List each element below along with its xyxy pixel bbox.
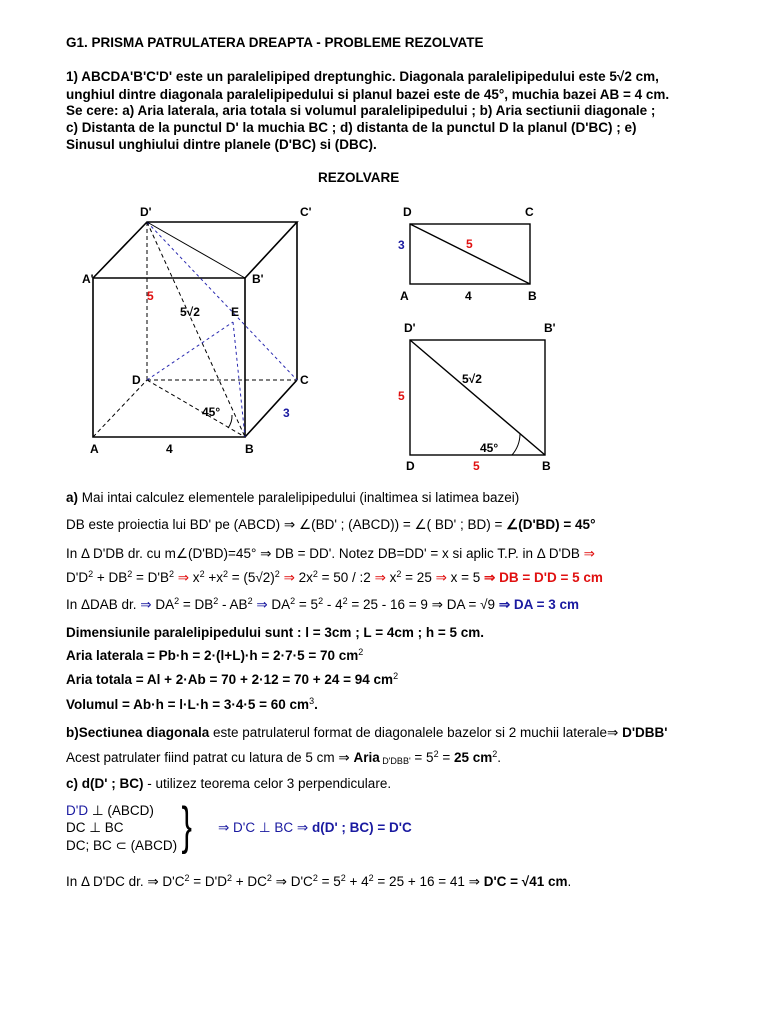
text-segment: Aria totala = Al + 2·Ab = 70 + 2·12 = 70 + 24 = 94 cm <box>66 672 394 687</box>
text-segment: Aria <box>353 750 380 765</box>
rect-label-diag: 5 <box>466 237 473 251</box>
square-label-angle: 45° <box>480 441 499 455</box>
solution-line <box>66 697 318 712</box>
text-segment: este patrulaterul format de diagonalele bazelor si 2 muchii laterale⇒ <box>209 725 623 740</box>
text-segment: Volumul = Ab·h = l·L·h = 3·4·5 = 60 cm <box>66 697 310 712</box>
text-segment: = <box>438 750 454 765</box>
text-segment: 2 <box>227 873 233 883</box>
text-segment: 25 cm <box>453 750 493 765</box>
text-segment: 2 <box>168 569 174 579</box>
text-segment: ⇒ <box>374 570 386 585</box>
text-segment: c) d(D' ; BC) <box>66 776 144 791</box>
text-segment: 2 <box>174 596 180 606</box>
text-segment: . <box>314 697 318 712</box>
section-heading: REZOLVARE <box>318 170 400 185</box>
text-segment: 2 <box>274 569 280 579</box>
label-bc: 3 <box>283 406 290 420</box>
text-segment: ⊥ (ABCD) <box>88 803 154 818</box>
text-segment: +x <box>204 570 223 585</box>
rect-label-A: A <box>400 289 409 303</box>
square-label-side: 5 <box>398 389 405 403</box>
text-segment: = 25 + 16 = 41 ⇒ <box>373 874 484 889</box>
square-label-D: D <box>406 459 415 473</box>
text-segment: ⇒ <box>173 570 190 585</box>
text-segment: + DB <box>93 570 128 585</box>
text-segment: 2 <box>266 873 272 883</box>
text-segment: Mai intai calculez elementele paralelipipedului (inaltimea si latimea bazei) <box>78 490 520 505</box>
text-segment: 2 <box>184 873 190 883</box>
text-segment: = DB <box>179 597 214 612</box>
label-B: B <box>245 442 254 456</box>
text-segment: D'D <box>66 803 89 818</box>
text-segment: ⇒ <box>140 597 152 612</box>
text-segment: DA <box>151 597 175 612</box>
problem-line-3: Se cere: a) Aria laterala, aria totala si volumul paralelipipedului ; b) Aria sectiunii diagonale ; <box>66 103 656 118</box>
prism-diagram <box>93 222 297 437</box>
text-segment: ⇒ <box>279 570 295 585</box>
text-segment: = 25 <box>401 570 436 585</box>
text-segment: 2 <box>222 569 228 579</box>
text-segment: ⇒ <box>252 597 268 612</box>
rect-label-D: D <box>403 205 412 219</box>
solution-line <box>66 517 595 533</box>
solution-line <box>66 838 177 854</box>
text-segment: Dimensiunile paralelipipedului sunt : l = 3cm ; L = 4cm ; h = 5 cm. <box>66 625 484 640</box>
problem-line-5: Sinusul unghiului dintre planele (D'BC) si (DBC). <box>66 137 377 152</box>
text-segment: ∠(D'BD) = 45° <box>506 517 596 532</box>
solution-line <box>66 874 571 890</box>
text-segment: 2 <box>396 569 402 579</box>
solution-line <box>66 725 668 741</box>
text-segment: 2 <box>368 873 374 883</box>
label-Cp: C' <box>300 205 312 219</box>
label-ab: 4 <box>166 442 173 456</box>
square-label-Bp: B' <box>544 321 556 335</box>
text-segment: DA <box>267 597 291 612</box>
text-segment: 2 <box>340 873 346 883</box>
label-angle: 45° <box>202 405 221 419</box>
text-segment: DC ⊥ BC <box>66 820 124 835</box>
text-segment: In Δ D'DB dr. cu m∠(D'BD)=45° ⇒ DB = DD'. Notez DB=DD' = x si aplic T.P. in Δ D'DB <box>66 546 584 561</box>
text-segment: + DC <box>232 874 267 889</box>
text-segment: 2 <box>393 671 399 681</box>
text-segment: ⇒ <box>583 546 595 561</box>
label-E: E <box>231 305 240 319</box>
text-segment: = 5 <box>410 750 434 765</box>
text-segment: D'C = √41 cm <box>483 874 568 889</box>
text-segment: D'DBB' <box>379 756 411 766</box>
text-segment: 2 <box>312 873 318 883</box>
text-segment: ⇒ D'C ⊥ BC ⇒ <box>218 820 312 835</box>
text-segment: 2 <box>213 596 219 606</box>
text-segment: a) <box>66 490 79 505</box>
text-segment: In Δ D'DC dr. ⇒ D'C <box>66 874 185 889</box>
text-segment: . <box>497 750 502 765</box>
text-segment: x <box>189 570 200 585</box>
text-segment: 2 <box>199 569 205 579</box>
rect-label-C: C <box>525 205 534 219</box>
text-segment: x <box>385 570 397 585</box>
solution-line <box>66 570 603 586</box>
label-D: D <box>132 373 141 387</box>
text-segment: 2 <box>127 569 133 579</box>
text-segment: x = 5 <box>446 570 485 585</box>
text-segment: = 5 <box>295 597 319 612</box>
text-segment: - 4 <box>323 597 343 612</box>
text-segment: 2 <box>358 647 364 657</box>
base-rectangle <box>410 224 530 284</box>
text-segment: + 4 <box>345 874 369 889</box>
text-segment: = 50 / :2 <box>317 570 375 585</box>
text-segment: 2 <box>492 749 498 759</box>
text-segment: 2 <box>318 596 324 606</box>
rect-label-B: B <box>528 289 537 303</box>
label-height: 5 <box>147 289 154 303</box>
square-label-diag: 5√2 <box>462 372 482 386</box>
text-segment: In ΔDAB dr. <box>66 597 141 612</box>
text-segment: 2 <box>433 749 439 759</box>
solution-line <box>66 820 124 836</box>
figures <box>0 0 768 480</box>
text-segment: = D'B <box>132 570 169 585</box>
text-segment: 2 <box>247 596 253 606</box>
solution-line <box>66 750 501 766</box>
label-Dp: D' <box>140 205 152 219</box>
text-segment: - AB <box>218 597 248 612</box>
text-segment: = (5√2) <box>227 570 275 585</box>
label-C: C <box>300 373 309 387</box>
text-segment: = 25 - 16 = 9 ⇒ DA = √9 <box>347 597 499 612</box>
square-label-Dp: D' <box>404 321 416 335</box>
label-diagonal: 5√2 <box>180 305 200 319</box>
solution-line <box>218 820 412 836</box>
text-segment: 3 <box>309 696 315 706</box>
text-segment: = 5 <box>317 874 341 889</box>
text-segment: ⇒ DA = 3 cm <box>498 597 580 612</box>
text-segment: 2 <box>312 569 318 579</box>
text-segment: ⇒ D'C <box>271 874 313 889</box>
rect-label-side: 3 <box>398 238 405 252</box>
solution-line <box>66 625 484 640</box>
problem-line-2: unghiul dintre diagonala paralelipipedului si planul bazei este de 45°, muchia bazei AB = 4 cm. <box>66 87 670 102</box>
label-A: A <box>90 442 99 456</box>
text-segment: D'D <box>66 570 89 585</box>
solution-line <box>66 648 363 663</box>
solution-line <box>66 490 519 505</box>
text-segment: - utilizez teorema celor 3 perpendiculare. <box>143 776 392 791</box>
text-segment: = D'D <box>189 874 227 889</box>
document-title: G1. PRISMA PATRULATERA DREAPTA - PROBLEME REZOLVATE <box>66 35 484 50</box>
text-segment: ⇒ <box>435 570 447 585</box>
rect-label-base: 4 <box>465 289 472 303</box>
solution-line <box>66 546 595 562</box>
text-segment: ⇒ DB = D'D = 5 cm <box>484 570 603 585</box>
problem-line-4: c) Distanta de la punctul D' la muchia BC ; d) distanta de la punctul D la planul (D'BC) ; e) <box>66 120 637 135</box>
label-Ap: A' <box>82 272 94 286</box>
text-segment: 2 <box>342 596 348 606</box>
label-Bp: B' <box>252 272 264 286</box>
text-segment: b)Sectiunea diagonala <box>66 725 210 740</box>
text-segment: 2x <box>294 570 313 585</box>
text-segment: D'DBB' <box>622 725 668 740</box>
text-segment: DC; BC ⊂ (ABCD) <box>66 838 178 853</box>
text-segment: DB este proiectia lui BD' pe (ABCD) ⇒ ∠(BD' ; (ABCD)) = ∠( BD' ; BD) = <box>66 517 507 532</box>
text-segment: d(D' ; BC) = D'C <box>311 820 412 835</box>
text-segment: Acest patrulater fiind patrat cu latura de 5 cm ⇒ <box>66 750 354 765</box>
text-segment: . <box>567 874 572 889</box>
problem-line-1: 1) ABCDA'B'C'D' este un paralelipiped dreptunghic. Diagonala paralelipipedului este 5√2 cm, <box>66 69 659 84</box>
square-label-base: 5 <box>473 459 480 473</box>
solution-line <box>66 597 579 613</box>
solution-line <box>66 803 154 819</box>
brace: } <box>181 797 192 855</box>
section-square <box>410 340 545 455</box>
solution-line <box>66 776 391 791</box>
solution-line <box>66 672 398 687</box>
text-segment: 2 <box>88 569 94 579</box>
text-segment: Aria laterala = Pb·h = 2·(l+L)·h = 2·7·5 = 70 cm <box>66 648 359 663</box>
text-segment: 2 <box>290 596 296 606</box>
square-label-B: B <box>542 459 551 473</box>
